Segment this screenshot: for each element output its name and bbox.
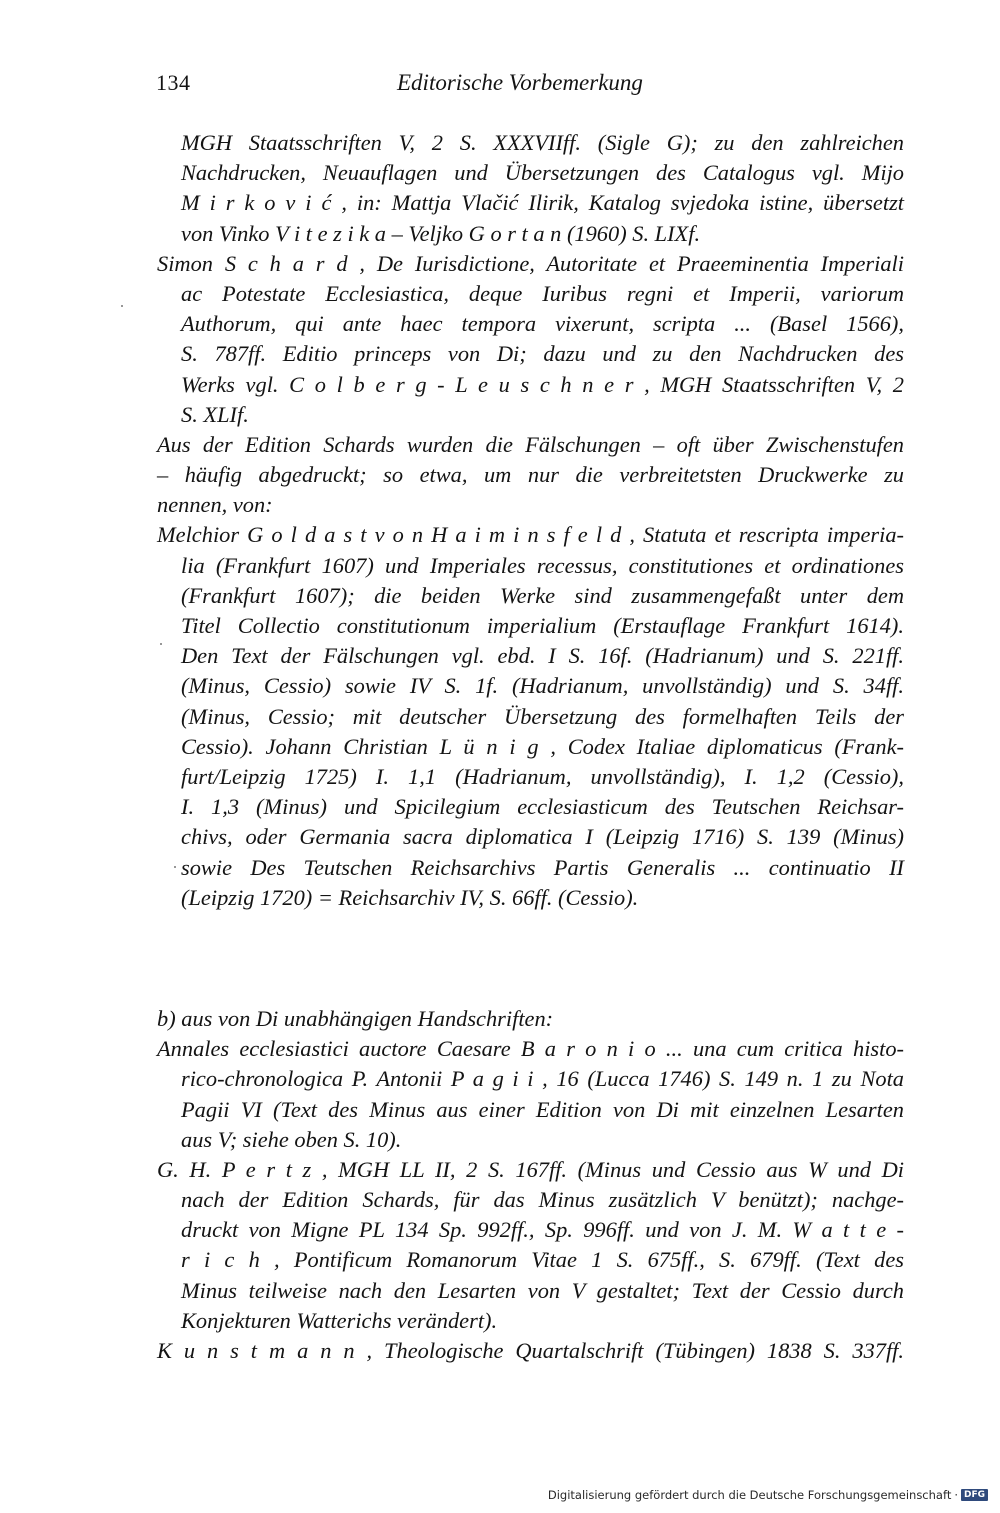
- text-line: b) aus von Di unabhängigen Handschriften:: [157, 1005, 554, 1031]
- text-line: Werks vgl. C o l b e r g - L e u s c h n e r , MGH Staatsschriften V, 2: [181, 371, 904, 397]
- text-line: Cessio). Johann Christian L ü n i g , Codex Italiae diplomaticus (Frank-: [181, 733, 904, 759]
- text-line: furt/Leipzig 1725) I. 1,1 (Hadrianum, unvollständig), I. 1,2 (Cessio),: [181, 763, 904, 789]
- text-line: sowie Des Teutschen Reichsarchivs Partis Generalis ... continuatio II: [181, 854, 904, 880]
- digitization-credit: [548, 1488, 988, 1502]
- text-line: ac Potestate Ecclesiastica, deque Iuribus regni et Imperii, variorum: [181, 280, 904, 306]
- running-head: Editorische Vorbemerkung: [397, 70, 643, 95]
- text-line: G. H. P e r t z , MGH LL II, 2 S. 167ff. (Minus und Cessio aus W und Di: [157, 1156, 904, 1182]
- text-line: rico-chronologica P. Antonii P a g i i , 16 (Lucca 1746) S. 149 n. 1 zu Nota: [181, 1066, 904, 1092]
- text-line: Annales ecclesiastici auctore Caesare B a r o n i o ... una cum critica histo-: [157, 1036, 904, 1062]
- text-line: S. XLIf.: [181, 401, 249, 427]
- text-line: K u n s t m a n n , Theologische Quartalschrift (Tübingen) 1838 S. 337ff.: [157, 1338, 904, 1364]
- text-line: von Vinko V i t e z i k a – Veljko G o r t a n (1960) S. LIXf.: [181, 220, 701, 246]
- dfg-logo: DFG: [961, 1489, 988, 1501]
- text-line: I. 1,3 (Minus) und Spicilegium ecclesiasticum des Teutschen Reichsar-: [181, 794, 904, 820]
- credit-text: Digitalisierung gefördert durch die Deutsche Forschungsgemeinschaft: [547, 1488, 952, 1502]
- text-line: (Frankfurt 1607); die beiden Werke sind zusammengefaßt unter dem: [181, 582, 904, 608]
- text-line: Simon S c h a r d , De Iurisdictione, Autoritate et Praeeminentia Imperiali: [157, 250, 904, 276]
- scan-speck: [160, 643, 162, 645]
- text-line: aus V; siehe oben S. 10).: [181, 1126, 402, 1152]
- section-gap: [157, 913, 904, 1004]
- scan-speck: [174, 866, 176, 868]
- text-line: MGH Staatsschriften V, 2 S. XXXVIIff. (Sigle G); zu den zahlreichen: [181, 130, 904, 155]
- text-line: Minus teilweise nach den Lesarten von V gestaltet; Text der Cessio durch: [181, 1277, 904, 1303]
- text-line: (Minus, Cessio) sowie IV S. 1f. (Hadrianum, unvollständig) und S. 34ff.: [181, 673, 904, 699]
- text-line: (Leipzig 1720) = Reichsarchiv IV, S. 66ff. (Cessio).: [181, 884, 639, 910]
- page-number: 134: [156, 70, 191, 95]
- text-line: Konjekturen Watterichs verändert).: [181, 1307, 498, 1333]
- text-line: Pagii VI (Text des Minus aus einer Edition von Di mit einzelnen Lesarten: [181, 1096, 904, 1122]
- text-line: lia (Frankfurt 1607) und Imperiales recessus, constitutiones et ordinationes: [181, 552, 904, 578]
- text-line: nach der Edition Schards, für das Minus zusätzlich V benützt); nachge-: [181, 1187, 904, 1213]
- text-line: Titel Collectio constitutionum imperialium (Erstauflage Frankfurt 1614).: [181, 613, 904, 639]
- text-line: r i c h , Pontificum Romanorum Vitae 1 S. 675ff., S. 679ff. (Text des: [181, 1247, 904, 1273]
- text-line: S. 787ff. Editio princeps von Di; dazu und zu den Nachdrucken des: [181, 341, 904, 367]
- scan-speck: [121, 305, 123, 307]
- document-body: [157, 128, 904, 1366]
- text-line: nennen, von:: [157, 492, 273, 518]
- text-line: Nachdrucken, Neuauflagen und Übersetzungen des Catalogus vgl. Mijo: [181, 160, 904, 186]
- text-line: (Minus, Cessio; mit deutscher Übersetzung des formelhaften Teils der: [181, 703, 904, 729]
- text-line: M i r k o v i ć , in: Mattja Vlačić Ilirik, Katalog svjedoka istine, übersetzt: [181, 190, 904, 216]
- text-line: Authorum, qui ante haec tempora vixerunt, scripta ... (Basel 1566),: [181, 311, 904, 337]
- text-line: chivs, oder Germania sacra diplomatica I (Leipzig 1716) S. 139 (Minus): [181, 824, 904, 850]
- dot-separator: ·: [954, 1488, 958, 1502]
- text-line: druckt von Migne PL 134 Sp. 992ff., Sp. 996ff. und von J. M. W a t t e -: [181, 1217, 904, 1243]
- text-line: – häufig abgedruckt; so etwa, um nur die verbreitetsten Druckwerke zu: [157, 462, 904, 488]
- text-line: Den Text der Fälschungen vgl. ebd. I S. 16f. (Hadrianum) und S. 221ff.: [181, 643, 904, 669]
- text-line: Melchior G o l d a s t v o n H a i m i n s f e l d , Statuta et rescripta imperia-: [157, 522, 904, 548]
- text-line: Aus der Edition Schards wurden die Fälschungen – oft über Zwischenstufen: [157, 431, 904, 457]
